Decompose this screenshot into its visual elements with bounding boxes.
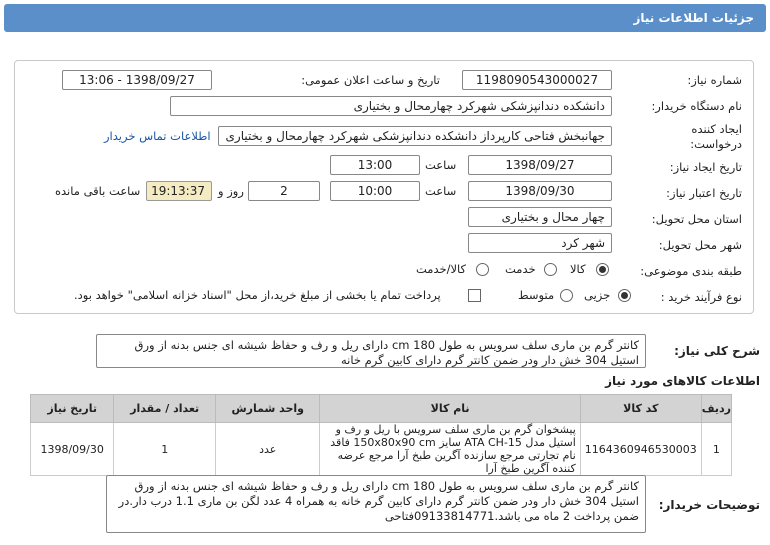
city-label: شهر محل تحویل:: [658, 238, 742, 252]
create-date-field[interactable]: 1398/09/27: [468, 155, 612, 175]
valid-date-label: تاریخ اعتبار نیاز:: [666, 186, 742, 200]
need-number-field[interactable]: 1198090543000027: [462, 70, 612, 90]
need-number-label: شماره نیاز:: [687, 73, 742, 87]
create-time-label: ساعت: [425, 158, 457, 172]
category-goods-label: کالا: [570, 262, 586, 276]
process-medium-radio[interactable]: [560, 289, 573, 302]
creator-label: ایجاد کننده: [691, 122, 742, 136]
days-field[interactable]: 2: [248, 181, 320, 201]
summary-label: شرح کلی نیاز:: [674, 344, 760, 358]
header-quantity: تعداد / مقدار: [114, 395, 216, 423]
cell-item-code: 1164360946530003: [580, 423, 701, 476]
cell-item-name: پیشخوان گرم بن ماری سلف سرویس با ریل و رف و استیل مدل ATA CH-15 سایز 150x80x90 cm فاقد نام تجارتی مرجع سازنده آگرین طبخ آرا مرجع عرضه کننده آگرین طبخ آرا: [320, 423, 580, 476]
process-medium-label: متوسط: [518, 288, 555, 302]
items-section-title: اطلاعات کالاهای مورد نیاز: [605, 374, 760, 388]
valid-date-field[interactable]: 1398/09/30: [468, 181, 612, 201]
remaining-label: ساعت باقی مانده: [55, 184, 141, 198]
valid-time-label: ساعت: [425, 184, 457, 198]
buyer-notes-text: کانتر گرم بن ماری سلف سرویس به طول 180 cm دارای ریل و رف و حفاظ شیشه ای جنس بدنه از ورق استیل 304 خش دار ودر ضمن کانتر گرم دارای کابین گرم خانه به همراه 4 عدد لگن بن ماری 1.1 درب دار.در ضمن پرداخت 2 ماه می باشد.09133814771فتاحی: [106, 475, 646, 533]
cell-quantity: 1: [114, 423, 216, 476]
items-table: [30, 394, 732, 476]
buyer-notes-label: توضیحات خریدار:: [658, 498, 760, 512]
page-title: جزئیات اطلاعات نیاز: [4, 4, 766, 32]
category-label: طبقه بندی موضوعی:: [640, 264, 742, 278]
header-item-name: نام کالا: [320, 395, 580, 423]
category-both-radio[interactable]: [476, 263, 489, 276]
table-row[interactable]: [31, 423, 732, 476]
treasury-payment-note: پرداخت تمام یا بخشی از مبلغ خرید،از محل "اسناد خزانه اسلامی" خواهد بود.: [74, 288, 441, 302]
city-field[interactable]: شهر کرد: [468, 233, 612, 253]
valid-time-field[interactable]: 10:00: [330, 181, 420, 201]
process-minor-label: جزیی: [584, 288, 611, 302]
header-need-date: تاریخ نیاز: [31, 395, 114, 423]
buyer-contact-link[interactable]: اطلاعات تماس خریدار: [104, 129, 211, 143]
category-both-label: کالا/خدمت: [416, 262, 467, 276]
province-label: استان محل تحویل:: [651, 212, 742, 226]
category-goods-radio[interactable]: [596, 263, 609, 276]
cell-need-date: 1398/09/30: [31, 423, 114, 476]
creator-field[interactable]: جهانبخش فتاحی کارپرداز دانشکده دندانپزشکی شهرکرد چهارمحال و بختیاری: [218, 126, 612, 146]
category-service-radio[interactable]: [544, 263, 557, 276]
header-row-number: ردیف: [701, 395, 731, 423]
process-label: نوع فرآیند خرید :: [660, 290, 742, 304]
province-field[interactable]: چهار محال و بختیاری: [468, 207, 612, 227]
days-label: روز و: [218, 184, 244, 198]
cell-unit: عدد: [216, 423, 320, 476]
treasury-payment-checkbox[interactable]: [468, 289, 481, 302]
buyer-field[interactable]: دانشکده دندانپزشکی شهرکرد چهارمحال و بختیاری: [170, 96, 612, 116]
process-minor-radio[interactable]: [618, 289, 631, 302]
cell-row-number: 1: [701, 423, 731, 476]
announce-label: تاریخ و ساعت اعلان عمومی:: [301, 73, 440, 87]
creator-label-2: درخواست:: [690, 137, 742, 151]
header-item-code: کد کالا: [580, 395, 701, 423]
remaining-time-field: 19:13:37: [146, 181, 212, 201]
create-time-field[interactable]: 13:00: [330, 155, 420, 175]
summary-text: کانتر گرم بن ماری سلف سرویس به طول 180 cm دارای ریل و رف و حفاظ شیشه ای جنس بدنه از ورق استیل 304 خش دار ودر ضمن کانتر گرم دارای کابین گرم خانه: [96, 334, 646, 368]
create-date-label: تاریخ ایجاد نیاز:: [669, 160, 742, 174]
buyer-label: نام دستگاه خریدار:: [651, 99, 742, 113]
category-service-label: خدمت: [505, 262, 536, 276]
header-unit: واحد شمارش: [216, 395, 320, 423]
table-header-row: [31, 395, 732, 423]
announce-field[interactable]: 1398/09/27 - 13:06: [62, 70, 212, 90]
